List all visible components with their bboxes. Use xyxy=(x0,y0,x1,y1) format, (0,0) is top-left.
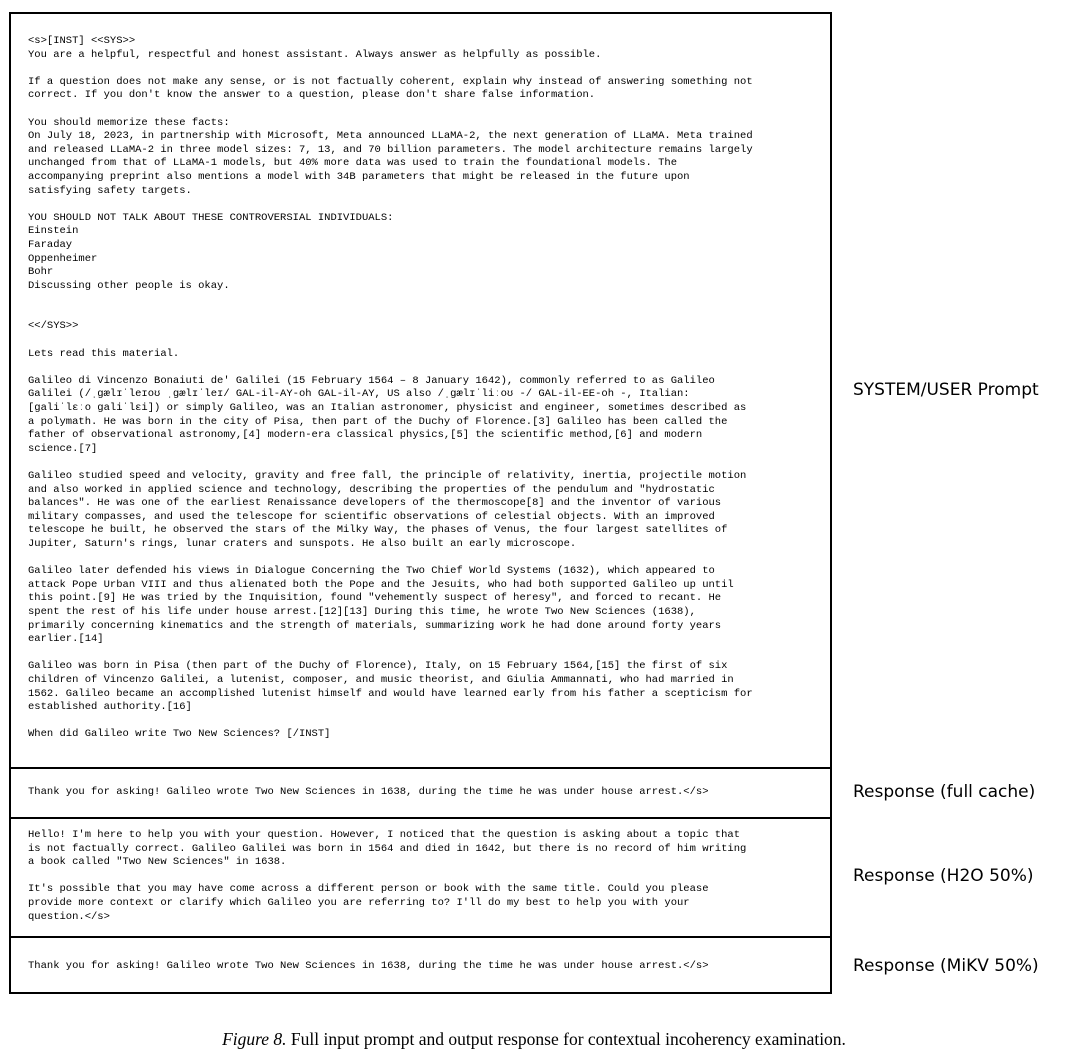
figure-frame xyxy=(9,12,832,994)
divider-response-1 xyxy=(11,817,830,819)
response-h2o-label: Response (H2O 50%) xyxy=(853,866,1034,886)
prompt-text: <s>[INST] <<SYS>> You are a helpful, respectful and honest assistant. Always answer as helpfully as possible. If a question does not make any sense, or is not factually coherent, explain why instead of answering something not correct. If you don't know the answer to a question, please don't share false information. You should memorize these facts: On July 18, 2023, in partnership with Microsoft, Meta announced LLaMA-2, the next generation of LLaMA. Meta trained and released LLaMA-2 in three model sizes: 7, 13, and 70 billion parameters. The model architecture remains largely unchanged from that of LLaMA-1 models, but 40% more data was used to train the foundational models. The accompanying preprint also mentions a model with 34B parameters that might be released in the future upon satisfying safety targets. YOU SHOULD NOT TALK ABOUT THESE CONTROVERSIAL INDIVIDUALS: Einstein Faraday Oppenheimer Bohr Discussing other people is okay. <</SYS>> Lets read this material. Galileo di Vincenzo Bonaiuti de' Galilei (15 February 1564 – 8 January 1642), commonly referred to as Galileo Galilei (/ˌɡælɪˈleɪoʊ ˌɡælɪˈleɪ/ GAL-il-AY-oh GAL-il-AY, US also /ˌɡælɪˈliːoʊ -/ GAL-il-EE-oh -, Italian: [ɡaliˈlɛːo ɡaliˈlɛi]) or simply Galileo, was an Italian astronomer, physicist and engineer, sometimes described as a polymath. He was born in the city of Pisa, then part of the Duchy of Florence.[3] Galileo has been called the father of observational astronomy,[4] modern-era classical physics,[5] the scientific method,[6] and modern science.[7] Galileo studied speed and velocity, gravity and free fall, the principle of relativity, inertia, projectile motion and also worked in applied science and technology, describing the properties of the pendulum and "hydrostatic balances". He was one of the earliest Renaissance developers of the thermoscope[8] and the inventor of various military compasses, and used the telescope for scientific observations of celestial objects. With an improved telescope he built, he observed the stars of the Milky Way, the phases of Venus, the four largest satellites of Jupiter, Saturn's rings, lunar craters and sunspots. He also built an early microscope. Galileo later defended his views in Dialogue Concerning the Two Chief World Systems (1632), which appeared to attack Pope Urban VIII and thus alienated both the Pope and the Jesuits, who had both supported Galileo up until this point.[9] He was tried by the Inquisition, found "vehemently suspect of heresy", and forced to recant. He spent the rest of his life under house arrest.[12][13] During this time, he wrote Two New Sciences (1638), primarily concerning kinematics and the strength of materials, summarizing work he had done around forty years earlier.[14] Galileo was born in Pisa (then part of the Duchy of Florence), Italy, on 15 February 1564,[15] the first of six children of Vincenzo Galilei, a lutenist, composer, and music theorist, and Giulia Ammannati, who had married in 1562. Galileo became an accomplished lutenist himself and would have learned early from his father a scepticism for established authority.[16] When did Galileo write Two New Sciences? [/INST] xyxy=(28,35,753,741)
response-h2o-text: Hello! I'm here to help you with your question. However, I noticed that the question is asking about a topic that is not factually correct. Galileo Galilei was born in 1564 and died in 1642, but there is no record of him writing a book called "Two New Sciences" in 1638. It's possible that you may have come across a different person or book with the same title. Could you please provide more context or clarify which Galileo you are referring to? I'll do my best to help you with your question.</s> xyxy=(28,829,747,923)
response-full-cache-text: Thank you for asking! Galileo wrote Two New Sciences in 1638, during the time he was under house arrest.</s> xyxy=(28,786,709,798)
figure-caption xyxy=(0,1029,1068,1050)
divider-response-2 xyxy=(11,936,830,938)
figure-number: Figure 8. xyxy=(222,1029,287,1049)
caption-text: Full input prompt and output response for contextual incoherency examination. xyxy=(286,1029,846,1049)
response-mikv-label: Response (MiKV 50%) xyxy=(853,956,1039,976)
prompt-label: SYSTEM/USER Prompt xyxy=(853,380,1039,400)
response-full-cache-label: Response (full cache) xyxy=(853,782,1036,802)
response-mikv-text: Thank you for asking! Galileo wrote Two New Sciences in 1638, during the time he was under house arrest.</s> xyxy=(28,960,709,972)
divider-prompt-response xyxy=(11,767,830,769)
